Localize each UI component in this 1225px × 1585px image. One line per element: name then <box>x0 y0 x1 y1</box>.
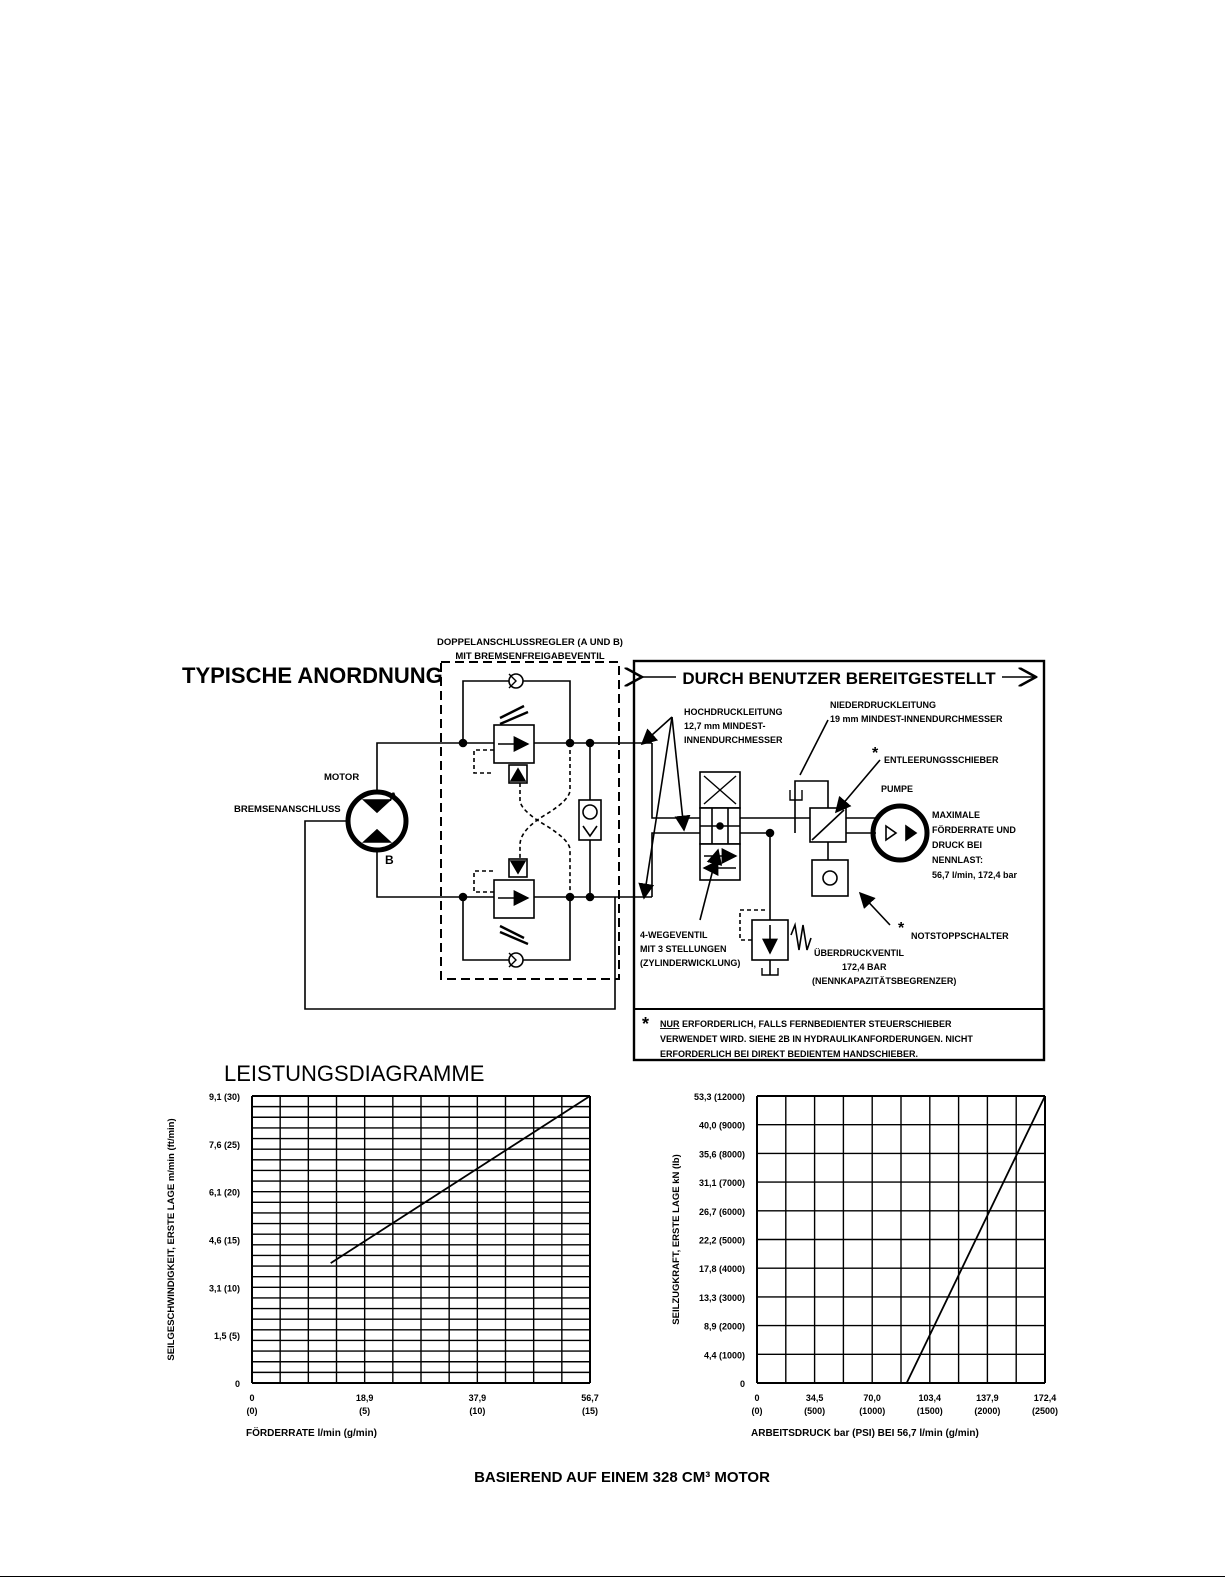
y-tick-label: 0 <box>234 1379 240 1389</box>
x-tick-label: 70,0 <box>863 1393 881 1403</box>
pump-spec-2: FÖRDERRATE UND <box>932 825 1016 835</box>
lp-label-2: 19 mm MINDEST-INNENDURCHMESSER <box>830 714 1003 724</box>
dump-valve-label: ENTLEERUNGSSCHIEBER <box>884 755 999 765</box>
pump-spec-3: DRUCK BEI <box>932 840 983 850</box>
x-tick-sublabel: (5) <box>359 1406 371 1416</box>
y-tick-label: 0 <box>739 1379 745 1389</box>
x-tick-sublabel: (1500) <box>916 1406 943 1416</box>
note-line-2: VERWENDET WIRD. SIEHE 2B IN HYDRAULIKANFORDERUNGEN. NICHT <box>660 1034 973 1044</box>
hp-label-3: INNENDURCHMESSER <box>684 735 783 745</box>
regulator-label-1: DOPPELANSCHLUSSREGLER (A UND B) <box>437 637 623 648</box>
hp-label-1: HOCHDRUCKLEITUNG <box>684 707 783 717</box>
y-tick-label: 13,3 (3000) <box>698 1292 745 1303</box>
note-line-1 <box>660 1019 952 1029</box>
y-tick-label: 1,5 (5) <box>213 1331 240 1342</box>
x-tick-label: 137,9 <box>976 1393 999 1403</box>
y-tick-label: 40,0 (9000) <box>698 1120 745 1131</box>
y-tick-label: 9,1 (30) <box>208 1092 240 1102</box>
x-tick-label: 34,5 <box>805 1393 824 1403</box>
diagram-labels <box>182 637 1018 1059</box>
x-axis-label: FÖRDERRATE l/min (g/min) <box>246 1428 377 1439</box>
note-line-1-rest: ERFORDERLICH, FALLS FERNBEDIENTER STEUERSCHIEBER <box>679 1019 952 1029</box>
series-line <box>331 1096 590 1263</box>
dump-valve-star: * <box>872 745 879 762</box>
page-bottom-rule <box>0 1576 1225 1577</box>
estop-label: NOTSTOPPSCHALTER <box>911 931 1009 941</box>
pump-spec-4: NENNLAST: <box>932 855 983 865</box>
x-tick-sublabel: (2500) <box>1031 1406 1059 1416</box>
x-tick-sublabel: (0) <box>751 1406 763 1416</box>
x-tick-label: 172,4 <box>1033 1393 1057 1403</box>
motor-label: MOTOR <box>324 772 360 783</box>
x-tick-label: 103,4 <box>918 1393 942 1403</box>
y-tick-label: 3,1 (10) <box>208 1283 240 1294</box>
y-tick-label: 31,1 (7000) <box>698 1178 745 1189</box>
pump-spec-5: 56,7 l/min, 172,4 bar <box>932 870 1018 880</box>
y-tick-label: 22,2 (5000) <box>698 1235 745 1246</box>
note-line-3: ERFORDERLICH BEI DIREKT BEDIENTEM HANDSCHIEBER. <box>660 1049 919 1059</box>
estop-star: * <box>898 920 905 937</box>
x-tick-sublabel: (2000) <box>974 1406 1001 1416</box>
pump-label: PUMPE <box>881 784 914 794</box>
x-tick-sublabel: (1000) <box>859 1406 886 1416</box>
lp-label-1: NIEDERDRUCKLEITUNG <box>830 700 937 710</box>
regulator-label-2: MIT BREMSENFREIGABEVENTIL <box>455 651 605 662</box>
four-way-label-2: MIT 3 STELLUNGEN <box>640 944 727 954</box>
x-tick-label: 0 <box>754 1393 760 1403</box>
x-tick-label: 37,9 <box>468 1393 487 1403</box>
y-tick-label: 53,3 (12000) <box>693 1092 745 1102</box>
performance-footer: BASIEREND AUF EINEM 328 CM³ MOTOR <box>474 1469 770 1486</box>
x-tick-sublabel: (0) <box>246 1406 258 1416</box>
note-nur: NUR <box>660 1019 680 1029</box>
pump-spec-1: MAXIMALE <box>932 810 980 820</box>
relief-label-3: (NENNKAPAZITÄTSBEGRENZER) <box>812 976 957 986</box>
four-way-label-1: 4-WEGEVENTIL <box>640 930 708 940</box>
port-b-label: B <box>385 853 394 867</box>
diagram-title: TYPISCHE ANORDNUNG <box>182 663 443 688</box>
x-tick-sublabel: (500) <box>804 1406 826 1416</box>
chart-speed <box>166 1092 599 1439</box>
x-tick-sublabel: (15) <box>581 1406 599 1416</box>
y-axis-label: SEILGESCHWINDIGKEIT, ERSTE LAGE m/min (ft/min) <box>166 1118 177 1361</box>
x-tick-label: 56,7 <box>581 1393 599 1403</box>
y-tick-label: 35,6 (8000) <box>698 1149 745 1160</box>
x-tick-label: 0 <box>249 1393 255 1403</box>
y-tick-label: 8,9 (2000) <box>703 1321 745 1332</box>
pump-symbol <box>873 806 927 860</box>
y-tick-label: 6,1 (20) <box>208 1187 240 1198</box>
relief-label-2: 172,4 BAR <box>842 962 887 972</box>
chart-pull <box>671 1092 1058 1439</box>
performance-heading: LEISTUNGSDIAGRAMME <box>224 1061 485 1086</box>
y-tick-label: 17,8 (4000) <box>698 1264 745 1275</box>
port-a-label: A <box>389 790 398 804</box>
y-tick-label: 4,6 (15) <box>208 1235 240 1246</box>
note-star: * <box>642 1014 650 1034</box>
y-axis-label: SEILZUGKRAFT, ERSTE LAGE kN (lb) <box>671 1154 682 1325</box>
four-way-label-3: (ZYLINDERWICKLUNG) <box>640 958 741 968</box>
y-tick-label: 26,7 (6000) <box>698 1206 745 1217</box>
user-supplied-title: DURCH BENUTZER BEREITGESTELLT <box>682 669 996 688</box>
brake-port-label: BREMSENANSCHLUSS <box>234 804 341 815</box>
relief-label-1: ÜBERDRUCKVENTIL <box>814 948 904 958</box>
hp-label-2: 12,7 mm MINDEST- <box>684 721 766 731</box>
y-tick-label: 7,6 (25) <box>208 1139 240 1150</box>
y-tick-label: 4,4 (1000) <box>703 1350 745 1361</box>
x-tick-sublabel: (10) <box>469 1406 486 1416</box>
x-axis-label: ARBEITSDRUCK bar (PSI) BEI 56,7 l/min (g/min) <box>751 1428 979 1439</box>
x-tick-label: 18,9 <box>355 1393 374 1403</box>
